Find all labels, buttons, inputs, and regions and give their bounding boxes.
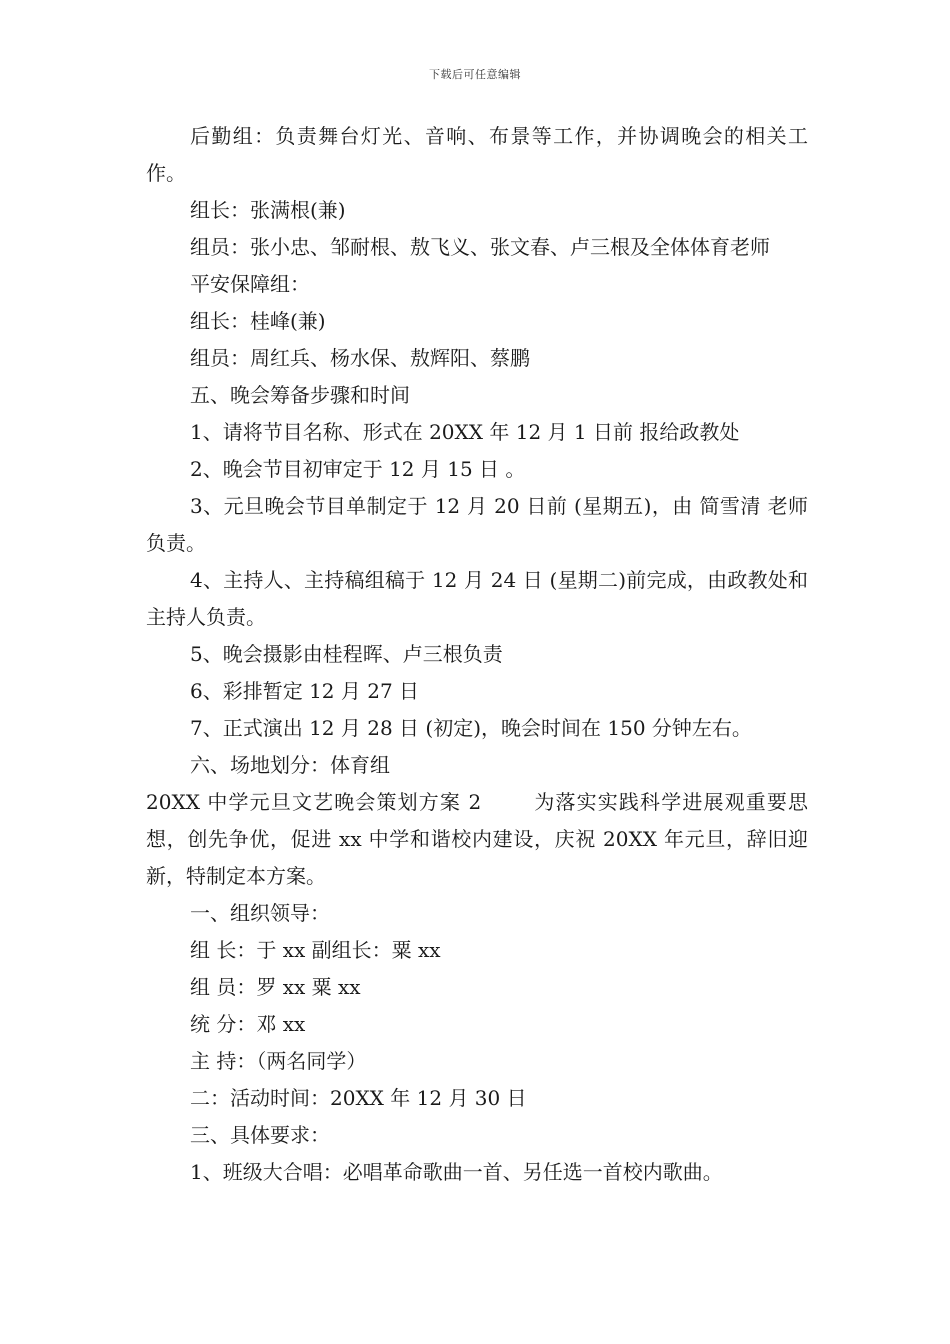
paragraph-safety-leader: 组长：桂峰(兼) <box>190 309 326 333</box>
list-item-requirement-1: 1、班级大合唱：必唱革命歌曲一首、另任选一首校内歌曲。 <box>190 1160 723 1184</box>
section-heading-venue: 六、场地划分：体育组 <box>190 753 390 777</box>
document-body <box>146 118 808 1191</box>
paragraph-org-leader: 组 长：于 xx 副组长：粟 xx <box>190 938 441 962</box>
paragraph-safety-members: 组员：周红兵、杨水保、敖辉阳、蔡鹏 <box>190 346 530 370</box>
list-item-step-2: 2、晚会节目初审定于 12 月 15 日 。 <box>190 457 526 481</box>
paragraph-logistics-leader: 组长：张满根(兼) <box>190 198 346 222</box>
paragraph-org-host: 主 持：（两名同学） <box>190 1049 367 1073</box>
paragraph-org-scoring: 统 分：邓 xx <box>190 1012 306 1036</box>
paragraph-logistics-members: 组员：张小忠、邹耐根、敖飞义、张文春、卢三根及全体体育老师 <box>190 235 770 259</box>
list-item-step-7: 7、正式演出 12 月 28 日 (初定)，晚会时间在 150 分钟左右。 <box>190 716 752 740</box>
list-item-step-3: 3、元旦晚会节目单制定于 12 月 20 日前 (星期五)，由 简雪清 老师负责。 <box>146 494 808 555</box>
list-item-step-6: 6、彩排暂定 12 月 27 日 <box>190 679 420 703</box>
list-item-step-1: 1、请将节目名称、形式在 20XX 年 12 月 1 日前 报给政教处 <box>190 420 740 444</box>
section-heading-time: 二：活动时间：20XX 年 12 月 30 日 <box>190 1086 527 1110</box>
paragraph-safety-group: 平安保障组： <box>190 272 310 296</box>
paragraph-plan-2 <box>146 784 808 895</box>
page-header: 下载后可任意编辑 <box>429 68 521 81</box>
list-item-step-4: 4、主持人、主持稿组稿于 12 月 24 日 (星期二)前完成，由政教处和主持人负责。 <box>146 568 808 629</box>
plan-2-intro: 为落实实践科学进展观重要思想，创先争优，促进 xx 中学和谐校内建设，庆祝 20XX 年元旦，辞旧迎新，特制定本方案。 <box>146 790 808 888</box>
plan-2-title: 20XX 中学元旦文艺晚会策划方案 2 <box>146 790 482 814</box>
section-heading-requirements: 三、具体要求： <box>190 1123 330 1147</box>
section-heading-preparation: 五、晚会筹备步骤和时间 <box>190 383 410 407</box>
paragraph-logistics-group: 后勤组：负责舞台灯光、音响、布景等工作，并协调晚会的相关工作。 <box>146 124 808 185</box>
paragraph-org-members: 组 员：罗 xx 粟 xx <box>190 975 361 999</box>
list-item-step-5: 5、晚会摄影由桂程晖、卢三根负责 <box>190 642 503 666</box>
section-heading-organization: 一、组织领导： <box>190 901 330 925</box>
